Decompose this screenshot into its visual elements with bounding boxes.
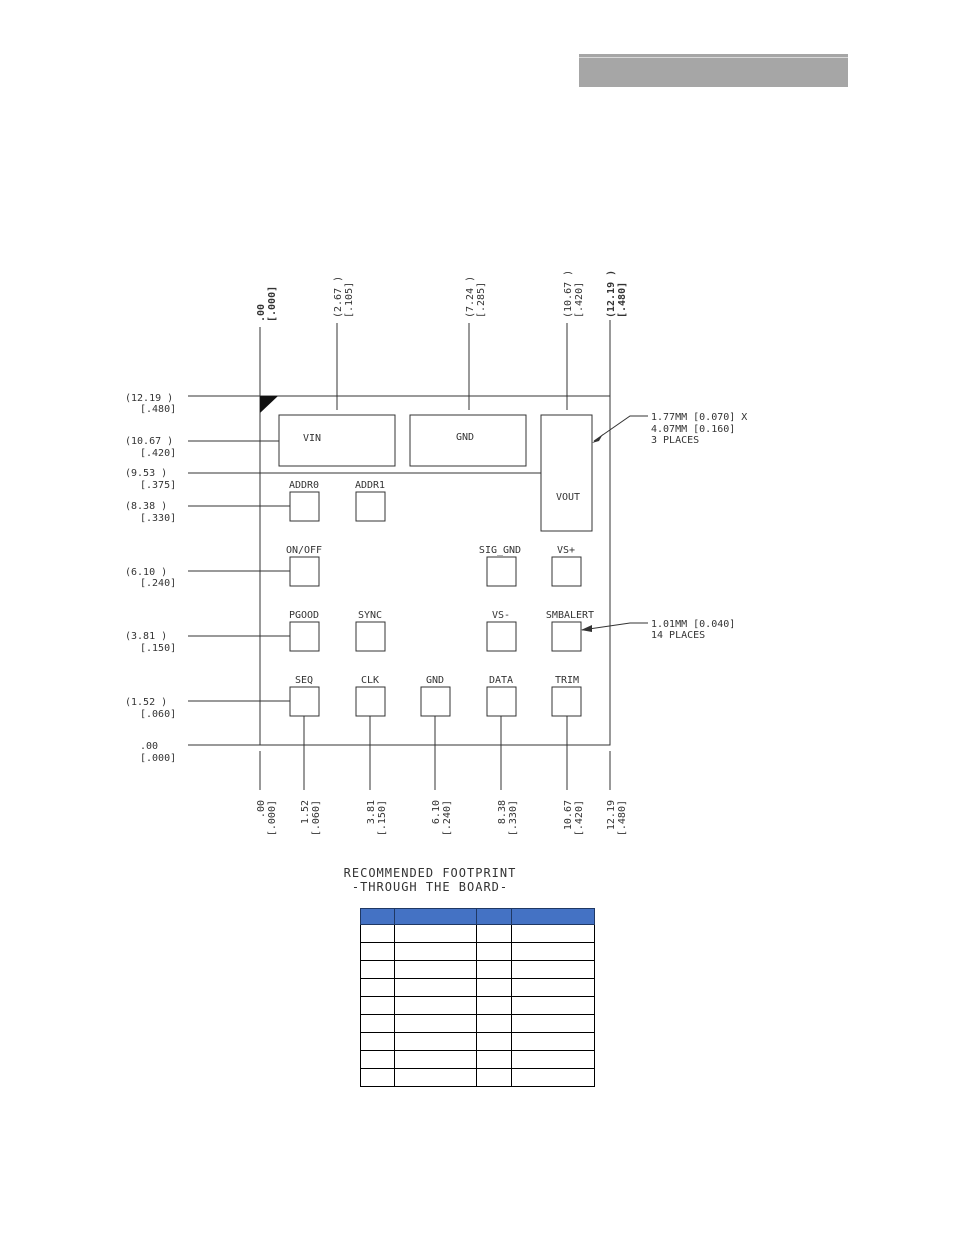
pad-sig-gnd — [487, 557, 516, 586]
table-cell — [512, 1051, 595, 1069]
label-addr1: ADDR1 — [354, 480, 386, 491]
dim-top-000-mm: .00 — [256, 303, 267, 322]
table-cell — [477, 1051, 512, 1069]
table-cell — [477, 961, 512, 979]
table-header-cell — [361, 909, 395, 925]
dim-top-267-mm: (2.67 ) — [333, 275, 344, 318]
table-cell — [361, 979, 395, 997]
pad-pgood — [290, 622, 319, 651]
caption-line-1: RECOMMENDED FOOTPRINT — [343, 866, 517, 880]
note-small-pad-2: 14 PLACES — [651, 630, 706, 641]
caption-line-2: -THROUGH THE BOARD- — [351, 880, 509, 894]
table-cell — [361, 1069, 395, 1087]
dim-bot-1219-mm: 12.19 — [606, 800, 617, 831]
dim-bot-1067-mm: 10.67 — [563, 800, 574, 831]
dim-bot-152-in: [.060] — [311, 800, 322, 837]
dim-left-000-in: [.000] — [140, 753, 177, 764]
pad-vin — [279, 415, 395, 466]
table-header-cell — [512, 909, 595, 925]
pad-addr0 — [290, 492, 319, 521]
table-cell — [395, 1015, 477, 1033]
table-cell — [395, 943, 477, 961]
note-large-pad-1: 1.77MM [0.070] X — [651, 412, 748, 423]
table-cell — [512, 979, 595, 997]
dim-bot-1219-in: [.480] — [617, 800, 628, 837]
table-header-cell — [477, 909, 512, 925]
table-cell — [395, 997, 477, 1015]
pad-sync — [356, 622, 385, 651]
dim-left-838-in: [.330] — [140, 513, 177, 524]
table-row — [361, 961, 595, 979]
dim-left-838-mm: (8.38 ) — [125, 501, 168, 512]
table-cell — [512, 1069, 595, 1087]
note-large-pad-2: 4.07MM [0.160] — [651, 424, 736, 435]
dim-bot-000-mm: .00 — [256, 800, 267, 819]
dim-left-1067-in: [.420] — [140, 448, 177, 459]
note-large-pad-3: 3 PLACES — [651, 435, 700, 446]
dim-left-000-mm: .00 — [140, 741, 159, 752]
label-sync: SYNC — [357, 610, 383, 621]
dim-top-1219-mm: (12.19 ) — [606, 269, 617, 318]
dim-top-1067-mm: (10.67 ) — [563, 269, 574, 318]
dim-left-953-in: [.375] — [140, 480, 177, 491]
dim-top-1067-in: [.420] — [574, 281, 585, 318]
dim-left-1067-mm: (10.67 ) — [125, 436, 174, 447]
label-sig-gnd: SIG_GND — [478, 545, 522, 556]
pad-addr1 — [356, 492, 385, 521]
dim-bot-610-in: [.240] — [442, 800, 453, 837]
table-cell — [512, 961, 595, 979]
dim-bot-000-in: [.000] — [267, 800, 278, 837]
label-vout: VOUT — [555, 492, 581, 503]
pad-seq — [290, 687, 319, 716]
dim-top-724-mm: (7.24 ) — [465, 275, 476, 318]
table-cell — [477, 979, 512, 997]
label-data: DATA — [488, 675, 514, 686]
table-row — [361, 1051, 595, 1069]
dim-bot-1067-in: [.420] — [574, 800, 585, 837]
label-vin: VIN — [302, 433, 322, 444]
table-cell — [395, 961, 477, 979]
table-cell — [361, 997, 395, 1015]
table-row — [361, 997, 595, 1015]
label-on-off: ON/OFF — [285, 545, 323, 556]
table-cell — [395, 1033, 477, 1051]
table-cell — [512, 943, 595, 961]
table-cell — [361, 1015, 395, 1033]
board-outline — [260, 396, 610, 745]
table-cell — [477, 925, 512, 943]
pin-table — [360, 908, 595, 1087]
table-cell — [361, 925, 395, 943]
table-cell — [361, 961, 395, 979]
dim-left-152-mm: (1.52 ) — [125, 697, 168, 708]
dim-top-267-in: [.105] — [344, 281, 355, 318]
table-cell — [361, 1033, 395, 1051]
table-row — [361, 1015, 595, 1033]
table-row — [361, 1033, 595, 1051]
label-seq: SEQ — [294, 675, 314, 686]
table-cell — [512, 925, 595, 943]
pad-trim — [552, 687, 581, 716]
table-cell — [512, 1033, 595, 1051]
dim-left-381-mm: (3.81 ) — [125, 631, 168, 642]
table-header-row — [361, 909, 595, 925]
pad-gnd-small — [421, 687, 450, 716]
dim-left-381-in: [.150] — [140, 643, 177, 654]
label-smbalert: SMBALERT — [545, 610, 595, 621]
table-cell — [512, 997, 595, 1015]
dim-left-953-mm: (9.53 ) — [125, 468, 168, 479]
label-pgood: PGOOD — [288, 610, 320, 621]
table-row — [361, 979, 595, 997]
pad-vs-minus — [487, 622, 516, 651]
dim-bot-610-mm: 6.10 — [431, 800, 442, 825]
table-cell — [361, 1051, 395, 1069]
dim-bot-381-in: [.150] — [377, 800, 388, 837]
table-header-cell — [395, 909, 477, 925]
dim-top-1219-in: [.480] — [617, 281, 628, 318]
leader-large-pad — [594, 416, 648, 441]
dim-top-724-in: [.285] — [476, 281, 487, 318]
table-cell — [395, 925, 477, 943]
dim-bot-152-mm: 1.52 — [300, 800, 311, 825]
table-cell — [477, 1069, 512, 1087]
label-trim: TRIM — [554, 675, 580, 686]
dim-left-1219-mm: (12.19 ) — [125, 393, 174, 404]
label-vs-plus: VS+ — [556, 545, 576, 556]
table-cell — [477, 1015, 512, 1033]
pad-data — [487, 687, 516, 716]
table-row — [361, 1069, 595, 1087]
dim-bot-381-mm: 3.81 — [366, 800, 377, 825]
label-gnd-large: GND — [455, 432, 475, 443]
table-row — [361, 925, 595, 943]
dim-left-610-in: [.240] — [140, 578, 177, 589]
arrow-small-pad — [581, 625, 592, 632]
label-vs-minus: VS- — [491, 610, 511, 621]
table-cell — [395, 1069, 477, 1087]
label-gnd-small: GND — [425, 675, 445, 686]
pad-vout — [541, 415, 592, 531]
dim-left-1219-in: [.480] — [140, 404, 177, 415]
table-cell — [477, 997, 512, 1015]
pad-clk — [356, 687, 385, 716]
dim-left-610-mm: (6.10 ) — [125, 567, 168, 578]
table-cell — [395, 979, 477, 997]
pin1-marker — [260, 396, 278, 413]
label-clk: CLK — [360, 675, 380, 686]
label-addr0: ADDR0 — [288, 480, 320, 491]
dim-bot-838-in: [.330] — [508, 800, 519, 837]
pad-smbalert — [552, 622, 581, 651]
table-cell — [477, 943, 512, 961]
dim-top-000-in: [.000] — [267, 285, 278, 322]
note-small-pad-1: 1.01MM [0.040] — [651, 619, 736, 630]
dim-left-152-in: [.060] — [140, 709, 177, 720]
pad-vs-plus — [552, 557, 581, 586]
table-row — [361, 943, 595, 961]
table-cell — [395, 1051, 477, 1069]
table-cell — [477, 1033, 512, 1051]
table-cell — [361, 943, 395, 961]
dim-bot-838-mm: 8.38 — [497, 800, 508, 825]
table-cell — [512, 1015, 595, 1033]
pad-on-off — [290, 557, 319, 586]
